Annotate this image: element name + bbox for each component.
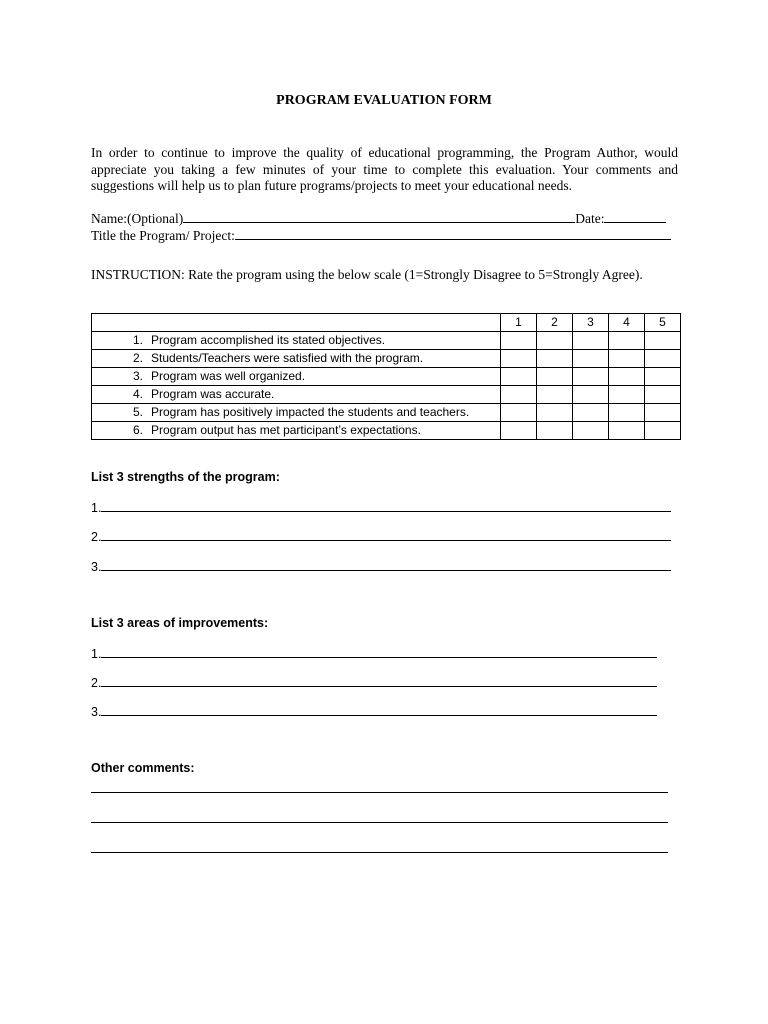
rating-box-4[interactable] — [609, 368, 645, 386]
strength-line-2 — [91, 528, 671, 544]
table-row — [92, 350, 681, 368]
statement-cell — [92, 404, 501, 422]
instruction-text: INSTRUCTION: Rate the program using the below scale (1=Strongly Disagree to 5=Strongly Agree). — [91, 267, 643, 282]
rating-table — [91, 313, 681, 440]
statement-text: Program has positively impacted the students and teachers. — [151, 405, 470, 419]
header-blank-cell — [92, 314, 501, 332]
rating-box-1[interactable] — [501, 368, 537, 386]
strength-number: 2. — [91, 530, 102, 544]
statement-number: 1. — [132, 333, 143, 347]
rating-box-5[interactable] — [645, 368, 681, 386]
rating-box-2[interactable] — [537, 368, 573, 386]
rating-box-2[interactable] — [537, 386, 573, 404]
strength-number: 3. — [91, 560, 102, 574]
rating-header-row — [92, 314, 681, 332]
improvement-number: 3. — [91, 705, 102, 719]
statement-text: Students/Teachers were satisfied with the program. — [151, 351, 424, 365]
statement-number: 2. — [132, 351, 143, 365]
rating-box-4[interactable] — [609, 404, 645, 422]
improvement-field[interactable] — [101, 674, 657, 687]
program-title-row — [91, 227, 671, 244]
scale-2-header: 2 — [537, 314, 573, 332]
scale-5-header: 5 — [645, 314, 681, 332]
program-title-label: Title the Program/ Project: — [91, 228, 235, 243]
rating-box-1[interactable] — [501, 422, 537, 440]
rating-box-5[interactable] — [645, 404, 681, 422]
intro-paragraph: In order to continue to improve the quality of educational programming, the Program Author, would appreciate you taking a few minutes of your time to complete this evaluation. Your comments and suggestions will help us to plan future programs/projects to meet your educational needs. — [91, 145, 678, 193]
strength-field[interactable] — [101, 558, 671, 571]
rating-box-4[interactable] — [609, 332, 645, 350]
statement-text: Program accomplished its stated objectives. — [151, 333, 386, 347]
rating-box-3[interactable] — [573, 368, 609, 386]
comment-field-2[interactable] — [91, 822, 668, 823]
rating-box-1[interactable] — [501, 350, 537, 368]
strength-field[interactable] — [101, 528, 671, 541]
table-row — [92, 422, 681, 440]
rating-box-3[interactable] — [573, 332, 609, 350]
statement-text: Program was accurate. — [151, 387, 275, 401]
improvement-field[interactable] — [101, 645, 657, 658]
strength-line-1 — [91, 499, 671, 515]
table-row — [92, 386, 681, 404]
statement-cell — [92, 332, 501, 350]
improvements-label: List 3 areas of improvements: — [91, 616, 269, 630]
improvement-line-3 — [91, 703, 657, 719]
statement-cell — [92, 422, 501, 440]
scale-1-header: 1 — [501, 314, 537, 332]
date-label: Date: — [575, 211, 605, 226]
improvement-line-2 — [91, 674, 657, 690]
rating-box-4[interactable] — [609, 350, 645, 368]
statement-cell — [92, 386, 501, 404]
rating-box-5[interactable] — [645, 350, 681, 368]
program-title-field[interactable] — [235, 227, 671, 240]
name-date-row — [91, 210, 666, 227]
rating-box-4[interactable] — [609, 422, 645, 440]
strength-number: 1. — [91, 501, 102, 515]
name-label: Name:(Optional) — [91, 211, 184, 226]
improvement-field[interactable] — [101, 703, 657, 716]
table-row — [92, 404, 681, 422]
statement-number: 5. — [132, 405, 143, 419]
rating-box-1[interactable] — [501, 404, 537, 422]
table-row — [92, 368, 681, 386]
strengths-label: List 3 strengths of the program: — [91, 470, 280, 484]
rating-box-3[interactable] — [573, 350, 609, 368]
rating-box-3[interactable] — [573, 404, 609, 422]
strength-line-3 — [91, 558, 671, 574]
rating-box-2[interactable] — [537, 350, 573, 368]
comment-field-3[interactable] — [91, 852, 668, 853]
statement-number: 3. — [132, 369, 143, 383]
rating-box-2[interactable] — [537, 422, 573, 440]
scale-4-header: 4 — [609, 314, 645, 332]
form-title: PROGRAM EVALUATION FORM — [276, 93, 492, 108]
other-comments-label: Other comments: — [91, 761, 195, 775]
rating-box-5[interactable] — [645, 422, 681, 440]
rating-box-2[interactable] — [537, 332, 573, 350]
statement-cell — [92, 350, 501, 368]
rating-box-1[interactable] — [501, 386, 537, 404]
date-field[interactable] — [604, 210, 666, 223]
name-field[interactable] — [183, 210, 575, 223]
improvement-number: 2. — [91, 676, 102, 690]
improvement-line-1 — [91, 645, 657, 661]
statement-number: 6. — [132, 423, 143, 437]
rating-box-5[interactable] — [645, 332, 681, 350]
rating-box-1[interactable] — [501, 332, 537, 350]
statement-text: Program was well organized. — [151, 369, 306, 383]
rating-box-5[interactable] — [645, 386, 681, 404]
comment-field-1[interactable] — [91, 792, 668, 793]
statement-number: 4. — [132, 387, 143, 401]
table-row — [92, 332, 681, 350]
strength-field[interactable] — [101, 499, 671, 512]
rating-box-3[interactable] — [573, 422, 609, 440]
statement-text: Program output has met participant’s expectations. — [151, 423, 421, 437]
rating-box-3[interactable] — [573, 386, 609, 404]
scale-3-header: 3 — [573, 314, 609, 332]
rating-box-2[interactable] — [537, 404, 573, 422]
statement-cell — [92, 368, 501, 386]
improvement-number: 1. — [91, 647, 102, 661]
rating-box-4[interactable] — [609, 386, 645, 404]
